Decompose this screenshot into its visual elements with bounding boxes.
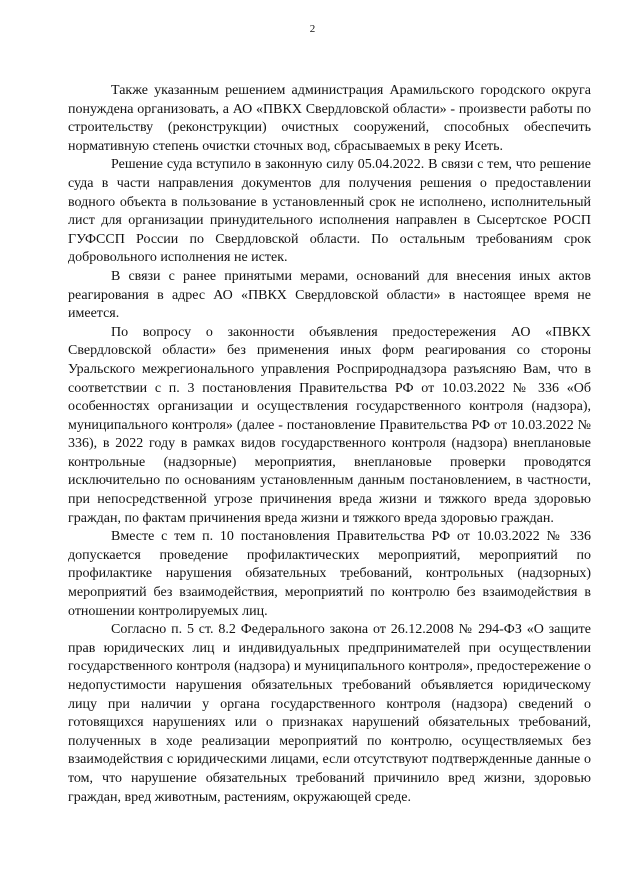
paragraph: Вместе с тем п. 10 постановления Правительства РФ от 10.03.2022 № 336 допускается проведение профилактических мероприятий, мероприятий по профилактике нарушения обязательных требований, контрольных (надзорных) мероприятий без взаимодействия, мероприятий по контролю без взаимодействия в отношении контролируемых лиц. [68, 529, 591, 619]
paragraph: Решение суда вступило в законную силу 05.04.2022. В связи с тем, что решение суда в части направления документов для получения решения о предоставлении водного объекта в пользование в установленный срок не исполнено, исполнительный лист для организации принудительного исполнения направлен в Сысертское РОСП ГУФССП России по Свердловской области. По остальным требованиям срок добровольного исполнения не истек. [68, 157, 591, 266]
document-body [68, 82, 591, 807]
page-number: 2 [309, 23, 316, 35]
paragraph: По вопросу о законности объявления предостережения АО «ПВКХ Свердловской области» без применения иных форм реагирования со стороны Уральского межрегионального управления Росприроднадзора разъясняю Вам, что в соответствии с п. 3 постановления Правительства РФ от 10.03.2022 № 336 «Об особенностях организации и осуществления государственного контроля (надзора), муниципального контроля» (далее - постановление Правительства РФ от 10.03.2022 № 336), в 2022 году в рамках видов государственного контроля (надзора) внеплановые контрольные (надзорные) мероприятия, внеплановые проверки проводятся исключительно по основаниям установленным данным постановлением, в частности, при непосредственной угрозе причинения вреда жизни и тяжкого вреда здоровью граждан, по фактам причинения вреда жизни и тяжкого вреда здоровью граждан. [68, 324, 591, 526]
paragraph: Также указанным решением администрация Арамильского городского округа понуждена организовать, а АО «ПВКХ Свердловской области» - произвести работы по строительству (реконструкции) очистных сооружений, способных обеспечить нормативную степень очистки сточных вод, сбрасываемых в реку Исеть. [68, 83, 591, 154]
paragraph: В связи с ранее принятыми мерами, оснований для внесения иных актов реагирования в адрес АО «ПВКХ Свердловской области» в настоящее время не имеется. [68, 268, 591, 322]
paragraph: Согласно п. 5 ст. 8.2 Федерального закона от 26.12.2008 № 294-ФЗ «О защите прав юридических лиц и индивидуальных предпринимателей при осуществлении государственного контроля (надзора) и муниципального контроля», предостережение о недопустимости нарушения обязательных требований объявляется юридическому лицу при наличии у органа государственного контроля (надзора) сведений о готовящихся нарушениях или о признаках нарушений обязательных требований, полученных в ходе реализации мероприятий по контролю, осуществляемых без взаимодействия с юридическими лицами, если отсутствуют подтвержденные данные о том, что нарушение обязательных требований причинило вред жизни, здоровью граждан, вред животным, растениям, окружающей среде. [68, 622, 591, 805]
